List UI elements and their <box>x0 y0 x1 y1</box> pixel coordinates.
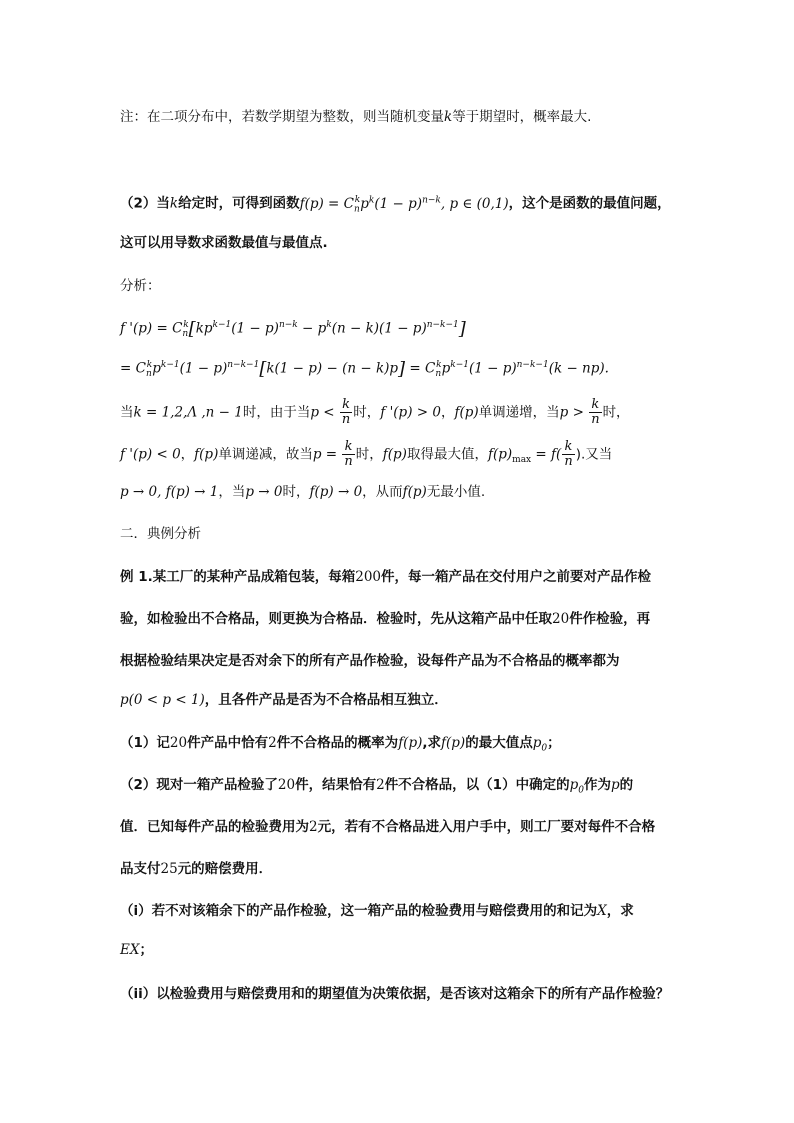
part2-mid: 给定时，可得到函数 <box>178 195 300 212</box>
question-2-i-cont: EX； <box>120 942 153 958</box>
fraction-k-over-n: $\frac{k}{n}$ <box>591 397 600 427</box>
example-line-4: p(0 < p < 1)，且各件产品是否为不合格品相互独立． <box>120 692 448 708</box>
derivative-eq-1: f '$(p) = C_n^k[kp^{k-1}(1 - p)^{n-k} - p^k(n - k)(1 - p)^{n-k-1}]$ <box>120 318 466 340</box>
analysis-title: 分析： <box>120 278 161 294</box>
question-1: （1）记20件产品中恰有2件不合格品的概率为f(p),求f(p)的最大值点$p_0$； <box>120 735 561 754</box>
part2-tail: ，这个是函数的最值问题， <box>508 195 671 212</box>
fraction-k-over-n: $\frac{k}{n}$ <box>341 397 351 427</box>
part2-line-1 <box>120 190 671 219</box>
analysis-line-3: 当k = 1,2,Λ ,n − 1时，由于当p < $\frac{k}{n}$ 时，f '(p) > 0，f(p)单调递增，当p > $\frac{k}{n}$ 时， <box>120 397 630 427</box>
part2-label: （2）当 <box>120 195 170 212</box>
question-2-line-3: 品支付25元的赔偿费用． <box>120 861 273 877</box>
note-text-suffix: 等于期望时，概率最大. <box>452 109 592 125</box>
question-2-line-2: 值．已知每件产品的检验费用为2元，若有不合格品进入用户手中，则工厂要对每件不合格 <box>120 819 656 835</box>
example-line-1: 例 1.某工厂的某种产品成箱包装，每箱200件，每一箱产品在交付用户之前要对产品作检 <box>120 569 652 585</box>
section-2-title: 二．典例分析 <box>120 526 201 542</box>
question-2-i: （i）若不对该箱余下的产品作检验，这一箱产品的检验费用与赔偿费用的和记为X，求 <box>120 903 634 919</box>
note-line <box>120 107 591 127</box>
question-2-line-1: （2）现对一箱产品检验了20件，结果恰有2件不合格品，以（1）中确定的$p_0$作为p的 <box>120 777 634 796</box>
part2-var-k: k <box>169 195 179 212</box>
part2-line-2: 这可以用导数求函数最值与最值点. <box>120 235 328 251</box>
question-2-ii: （ii）以检验费用与赔偿费用和的期望值为决策依据，是否该对这箱余下的所有产品作检验？ <box>120 986 670 1002</box>
part2-formula: $f(p) = C_n^kp^k(1 - p)^{n-k}$, p ∈ (0,1) <box>299 195 509 215</box>
note-var-k: k <box>444 109 453 125</box>
analysis-line-4: f '(p) < 0，f(p)单调递减，故当p = $\frac{k}{n}$ 时，f(p)取得最大值，$f(p)_{max} = f$( $\frac{k}{n}$ ).又当 <box>120 439 613 469</box>
example-line-3: 根据检验结果决定是否对余下的所有产品作检验，设每件产品为不合格品的概率都为 <box>120 653 620 669</box>
analysis-line-5: p → 0, f(p) → 1，当p → 0时，f(p) → 0，从而f(p)无最小值. <box>120 484 486 500</box>
note-text-prefix: 注：在二项分布中，若数学期望为整数，则当随机变量 <box>120 109 444 125</box>
fraction-k-over-n: $\frac{k}{n}$ <box>564 439 573 469</box>
fraction-k-over-n: $\frac{k}{n}$ <box>344 439 353 469</box>
derivative-eq-2: = $C_n^kp^{k-1}(1 - p)^{n-k-1}[k(1 - p) - (n - k)p] = C_n^kp^{k-1}(1 - p)^{n-k-1}(k - np)$. <box>120 358 609 380</box>
example-line-2: 验，如检验出不合格品，则更换为合格品．检验时，先从这箱产品中任取20件作检验，再 <box>120 611 651 627</box>
